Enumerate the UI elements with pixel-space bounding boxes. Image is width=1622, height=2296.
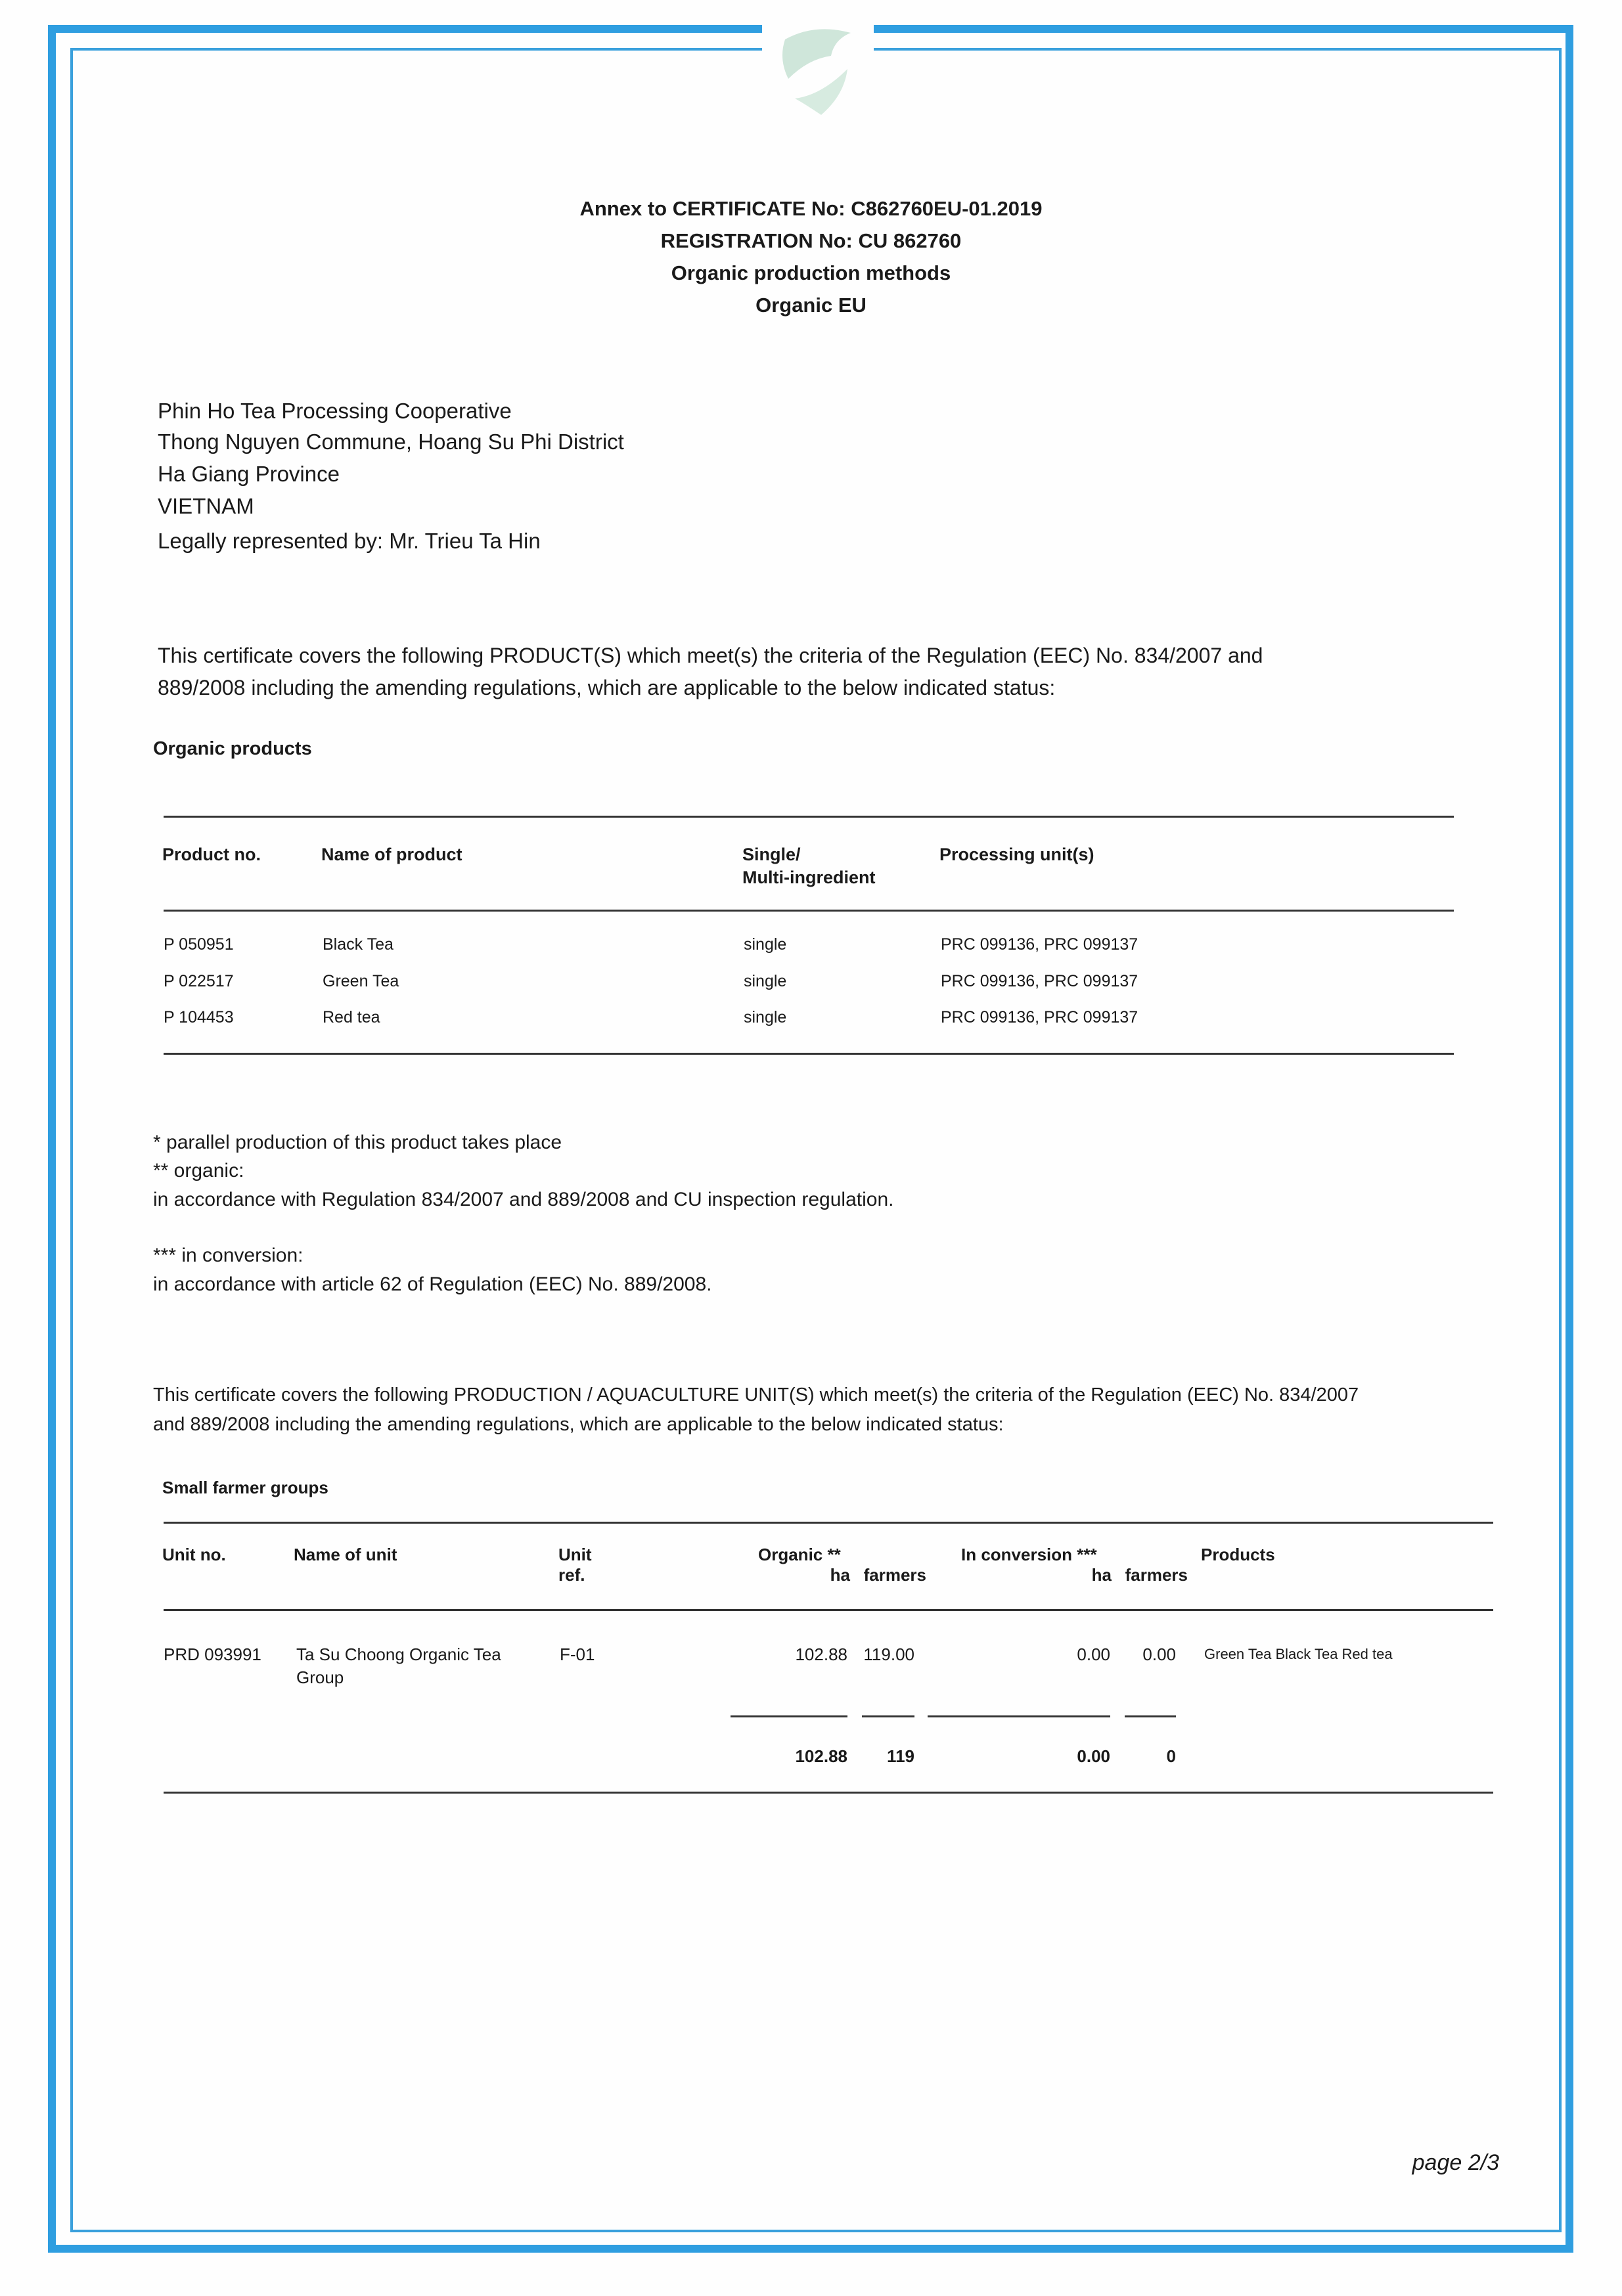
footnote-conversion-text: in accordance with article 62 of Regulation (EEC) No. 889/2008. xyxy=(153,1273,712,1295)
subtotal-line xyxy=(928,1715,1110,1717)
product-type: single xyxy=(744,972,787,990)
product-type: single xyxy=(744,1008,787,1027)
footnote-parallel: * parallel production of this product takes place xyxy=(153,1132,562,1153)
col-organic-farmers: farmers xyxy=(863,1565,926,1585)
col-conversion-ha: ha xyxy=(1091,1565,1112,1585)
operator-country: VIETNAM xyxy=(158,494,254,518)
col-unit-ref-2: ref. xyxy=(558,1565,585,1585)
operator-name: Phin Ho Tea Processing Cooperative xyxy=(158,399,512,423)
col-unit-ref: Unit xyxy=(558,1545,592,1564)
footnote-organic: ** organic: xyxy=(153,1160,244,1181)
units-intro-2: and 889/2008 including the amending regulations, which are applicable to the below indicated status: xyxy=(153,1414,1004,1435)
divider xyxy=(164,1522,1493,1524)
unit-name-cont: Group xyxy=(296,1667,344,1687)
product-name: Green Tea xyxy=(323,972,399,990)
unit-name: Ta Su Choong Organic Tea xyxy=(296,1645,501,1664)
col-unit-name: Name of unit xyxy=(294,1545,397,1564)
processing-unit: PRC 099136, PRC 099137 xyxy=(941,1008,1138,1027)
products-intro-1: This certificate covers the following PRODUCT(S) which meet(s) the criteria of the Regulation (EEC) No. 834/2007 and xyxy=(158,644,1263,667)
unit-ref: F-01 xyxy=(560,1645,595,1664)
organic-ha: 102.88 xyxy=(795,1645,847,1664)
page-number: page 2/3 xyxy=(1412,2150,1499,2175)
operator-representative: Legally represented by: Mr. Trieu Ta Hin xyxy=(158,529,541,553)
product-no: P 104453 xyxy=(164,1008,234,1027)
footnote-conversion: *** in conversion: xyxy=(153,1245,304,1266)
operator-address-1: Thong Nguyen Commune, Hoang Su Phi District xyxy=(158,430,624,454)
col-multi: Multi-ingredient xyxy=(742,868,876,887)
col-product-no: Product no. xyxy=(162,845,261,864)
col-single: Single/ xyxy=(742,845,801,864)
total-conversion-farmers: 0 xyxy=(1166,1746,1176,1766)
col-organic: Organic ** xyxy=(758,1545,841,1564)
subtotal-line xyxy=(1125,1715,1176,1717)
products-intro-2: 889/2008 including the amending regulations, which are applicable to the below indicated status: xyxy=(158,676,1056,699)
divider xyxy=(164,1053,1454,1055)
subtotal-line xyxy=(862,1715,914,1717)
product-type: single xyxy=(744,935,787,954)
processing-unit: PRC 099136, PRC 099137 xyxy=(941,972,1138,990)
total-organic-farmers: 119 xyxy=(887,1746,914,1766)
product-no: P 050951 xyxy=(164,935,234,954)
unit-products: Green Tea Black Tea Red tea xyxy=(1204,1646,1393,1662)
organic-products-title: Organic products xyxy=(153,738,312,759)
col-processing-unit: Processing unit(s) xyxy=(939,845,1094,864)
col-conversion-farmers: farmers xyxy=(1125,1565,1188,1585)
divider xyxy=(164,910,1454,912)
operator-address-2: Ha Giang Province xyxy=(158,462,340,486)
divider xyxy=(164,816,1454,818)
annex-title: Annex to CERTIFICATE No: C862760EU-01.2019 xyxy=(579,197,1043,220)
units-intro-1: This certificate covers the following PRODUCTION / AQUACULTURE UNIT(S) which meet(s) the criteria of the Regulation (EEC) No. 834/2007 xyxy=(153,1384,1359,1405)
product-name: Black Tea xyxy=(323,935,394,954)
product-name: Red tea xyxy=(323,1008,380,1027)
processing-unit: PRC 099136, PRC 099137 xyxy=(941,935,1138,954)
col-unit-no: Unit no. xyxy=(162,1545,226,1564)
conversion-ha: 0.00 xyxy=(1077,1645,1110,1664)
unit-no: PRD 093991 xyxy=(164,1645,261,1664)
organic-farmers: 119.00 xyxy=(863,1645,914,1664)
col-product-name: Name of product xyxy=(321,845,462,864)
logo-icon xyxy=(769,20,867,118)
col-products: Products xyxy=(1201,1545,1275,1564)
col-organic-ha: ha xyxy=(830,1565,850,1585)
divider xyxy=(164,1792,1493,1794)
divider xyxy=(164,1609,1493,1611)
total-organic-ha: 102.88 xyxy=(795,1746,847,1766)
subtotal-line xyxy=(731,1715,847,1717)
col-conversion: In conversion *** xyxy=(961,1545,1097,1564)
total-conversion-ha: 0.00 xyxy=(1077,1746,1110,1766)
production-methods: Organic production methods xyxy=(671,261,951,284)
small-farmer-groups-title: Small farmer groups xyxy=(162,1478,328,1497)
footnote-organic-text: in accordance with Regulation 834/2007 and 889/2008 and CU inspection regulation. xyxy=(153,1189,894,1210)
registration-number: REGISTRATION No: CU 862760 xyxy=(660,229,962,252)
standard-name: Organic EU xyxy=(755,294,867,317)
conversion-farmers: 0.00 xyxy=(1142,1645,1176,1664)
product-no: P 022517 xyxy=(164,972,234,990)
